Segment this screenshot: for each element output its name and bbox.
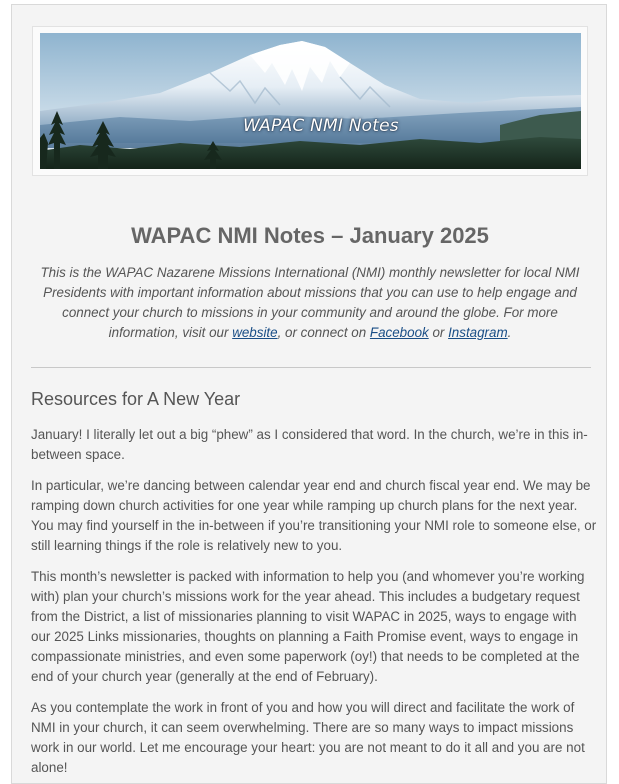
intro-text: This is the WAPAC Nazarene Missions International (NMI) monthly newsletter for local NMI Presidents with important information about missions that you can use to help engage and connect your church to missions in your community and around the globe. For more information, visit our <box>40 265 580 340</box>
newsletter-intro <box>36 263 584 343</box>
banner-image <box>40 33 581 169</box>
newsletter-title: WAPAC NMI Notes – January 2025 <box>131 223 489 248</box>
section-heading: Resources for A New Year <box>31 389 241 409</box>
section-divider <box>31 367 591 368</box>
paragraph-1: January! I literally let out a big “phew” as I considered that word. In the church, we’re in this in-between space. <box>31 427 588 462</box>
intro-text-2: , or connect on <box>277 325 370 340</box>
banner-title: WAPAC NMI Notes <box>243 116 399 136</box>
intro-text-3: or <box>428 325 449 340</box>
facebook-link[interactable]: Facebook <box>369 325 429 340</box>
mountain-landscape-image <box>40 33 581 169</box>
paragraph-4: As you contemplate the work in front of you and how you will direct and facilitate the work of NMI in your church, it can seem overwhelming. There are so many ways to impact missions work in our world. Let me encourage your heart: you are not meant to do it all and you are not alone! <box>31 700 585 775</box>
instagram-link[interactable]: Instagram <box>448 325 508 340</box>
paragraph-2: In particular, we’re dancing between calendar year end and church fiscal year end. We may be ramping down church activities for one year while ramping up church plans for the next year. You may find yourself in the in-between if you’re transitioning your NMI role to someone else, or still learning things if the role is relatively new to you. <box>31 478 597 553</box>
banner-frame <box>32 26 588 176</box>
website-link[interactable]: website <box>232 325 278 340</box>
newsletter-page <box>11 4 607 784</box>
intro-text-end: . <box>507 325 512 340</box>
paragraph-3: This month’s newsletter is packed with information to help you (and whomever you’re working with) plan your church’s missions work for the year ahead. This includes a budgetary request from the District, a list of missionaries planning to visit WAPAC in 2025, ways to engage with our 2025 Links missionaries, thoughts on planning a Faith Promise event, ways to engage in compassionate ministries, and even some paperwork (oy!) that needs to be completed at the end of your church year (generally at the end of February). <box>31 569 585 684</box>
